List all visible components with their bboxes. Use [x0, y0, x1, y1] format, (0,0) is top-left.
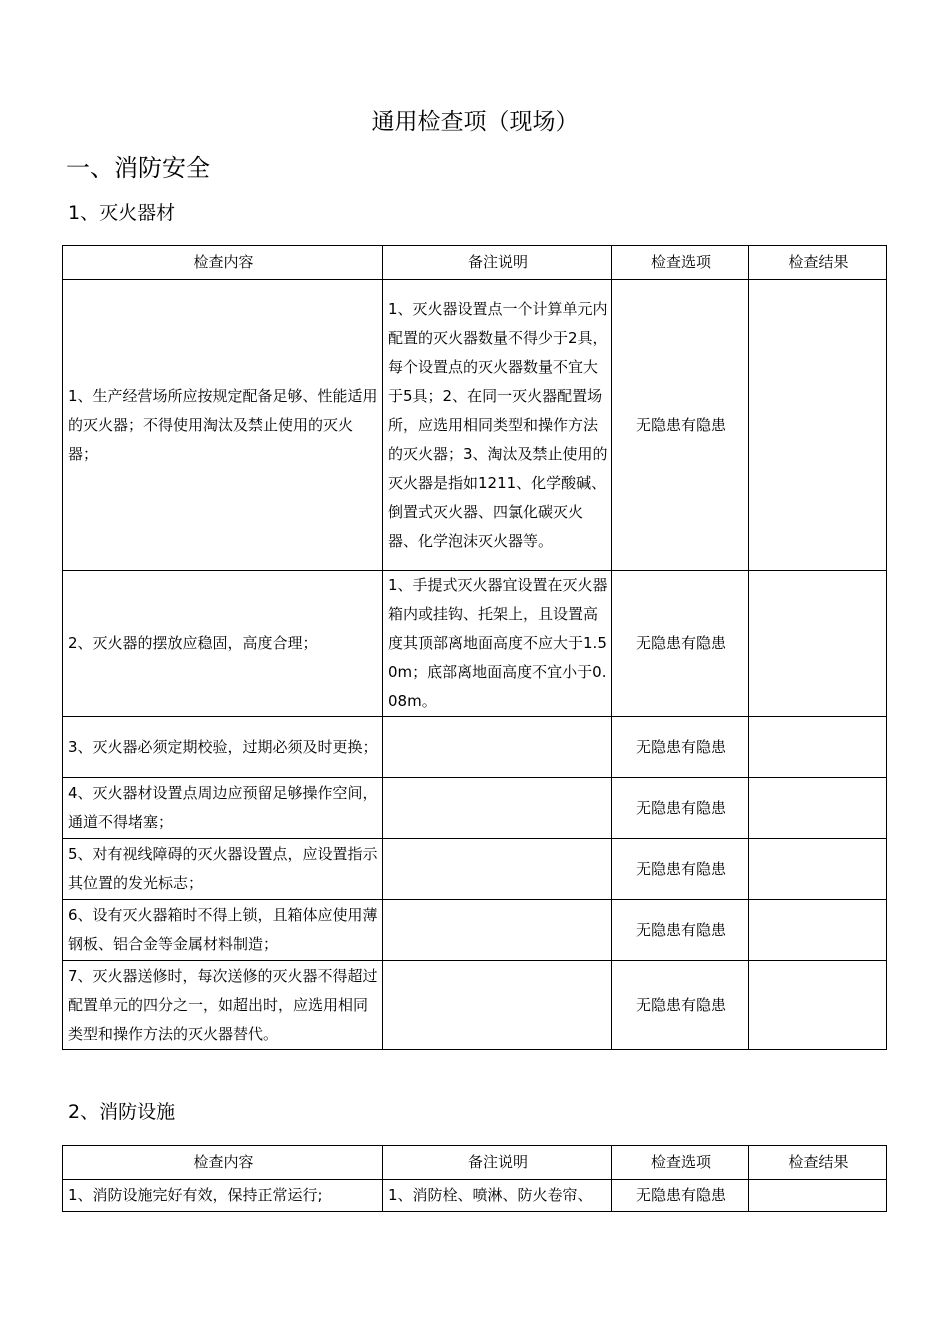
- row-option[interactable]: 无隐患有隐患: [612, 571, 749, 717]
- table-row: [63, 1180, 887, 1212]
- row-note: [383, 900, 612, 961]
- table-row: [63, 280, 887, 571]
- row-content: 2、灭火器的摆放应稳固，高度合理；: [63, 571, 383, 717]
- header-option: 检查选项: [612, 246, 749, 280]
- row-note: 1、灭火器设置点一个计算单元内配置的灭火器数量不得少于2具，每个设置点的灭火器数量不宜大于5具；2、在同一灭火器配置场所，应选用相同类型和操作方法的灭火器；3、淘汰及禁止使用的灭火器是指如1211、化学酸碱、倒置式灭火器、四氯化碳灭火器、化学泡沫灭火器等。: [383, 280, 612, 571]
- header-content: 检查内容: [63, 1146, 383, 1180]
- row-note: 1、消防栓、喷淋、防火卷帘、: [383, 1180, 612, 1212]
- row-result[interactable]: [749, 717, 887, 778]
- row-option[interactable]: 无隐患有隐患: [612, 839, 749, 900]
- section-heading: 一、消防安全: [66, 154, 210, 182]
- row-content: 1、消防设施完好有效，保持正常运行;: [63, 1180, 383, 1212]
- row-content: 6、设有灭火器箱时不得上锁，且箱体应使用薄钢板、铝合金等金属材料制造；: [63, 900, 383, 961]
- table-row: [63, 571, 887, 717]
- row-result[interactable]: [749, 961, 887, 1050]
- row-result[interactable]: [749, 778, 887, 839]
- row-content: 5、对有视线障碍的灭火器设置点，应设置指示其位置的发光标志；: [63, 839, 383, 900]
- document-title: 通用检查项（现场）: [371, 109, 579, 135]
- row-result[interactable]: [749, 839, 887, 900]
- header-result: 检查结果: [749, 246, 887, 280]
- row-result[interactable]: [749, 280, 887, 571]
- row-content: 7、灭火器送修时，每次送修的灭火器不得超过配置单元的四分之一，如超出时，应选用相同类型和操作方法的灭火器替代。: [63, 961, 383, 1050]
- header-option: 检查选项: [612, 1146, 749, 1180]
- row-note: [383, 717, 612, 778]
- row-option[interactable]: 无隐患有隐患: [612, 717, 749, 778]
- table-row: [63, 839, 887, 900]
- subsection-heading-facilities: 2、消防设施: [68, 1101, 176, 1123]
- row-note: [383, 961, 612, 1050]
- table-header-row: [63, 1146, 887, 1180]
- table-header-row: [63, 246, 887, 280]
- row-note: 1、手提式灭火器宜设置在灭火器箱内或挂钩、托架上，且设置高度其顶部离地面高度不应大于1.50m；底部离地面高度不宜小于0.08m。: [383, 571, 612, 717]
- extinguisher-check-table: [62, 245, 887, 1050]
- row-result[interactable]: [749, 1180, 887, 1212]
- header-note: 备注说明: [383, 1146, 612, 1180]
- facility-check-table: [62, 1145, 887, 1212]
- table-row: [63, 900, 887, 961]
- table-row: [63, 778, 887, 839]
- subsection-heading-extinguishers: 1、灭火器材: [68, 202, 176, 224]
- row-option[interactable]: 无隐患有隐患: [612, 1180, 749, 1212]
- row-content: 4、灭火器材设置点周边应预留足够操作空间，通道不得堵塞；: [63, 778, 383, 839]
- table-row: [63, 717, 887, 778]
- row-option[interactable]: 无隐患有隐患: [612, 778, 749, 839]
- row-option[interactable]: 无隐患有隐患: [612, 280, 749, 571]
- row-note: [383, 839, 612, 900]
- header-note: 备注说明: [383, 246, 612, 280]
- row-content: 1、生产经营场所应按规定配备足够、性能适用的灭火器；不得使用淘汰及禁止使用的灭火器；: [63, 280, 383, 571]
- row-option[interactable]: 无隐患有隐患: [612, 961, 749, 1050]
- row-result[interactable]: [749, 571, 887, 717]
- row-note: [383, 778, 612, 839]
- row-result[interactable]: [749, 900, 887, 961]
- table-row: [63, 961, 887, 1050]
- row-content: 3、灭火器必须定期校验，过期必须及时更换；: [63, 717, 383, 778]
- header-content: 检查内容: [63, 246, 383, 280]
- row-option[interactable]: 无隐患有隐患: [612, 900, 749, 961]
- header-result: 检查结果: [749, 1146, 887, 1180]
